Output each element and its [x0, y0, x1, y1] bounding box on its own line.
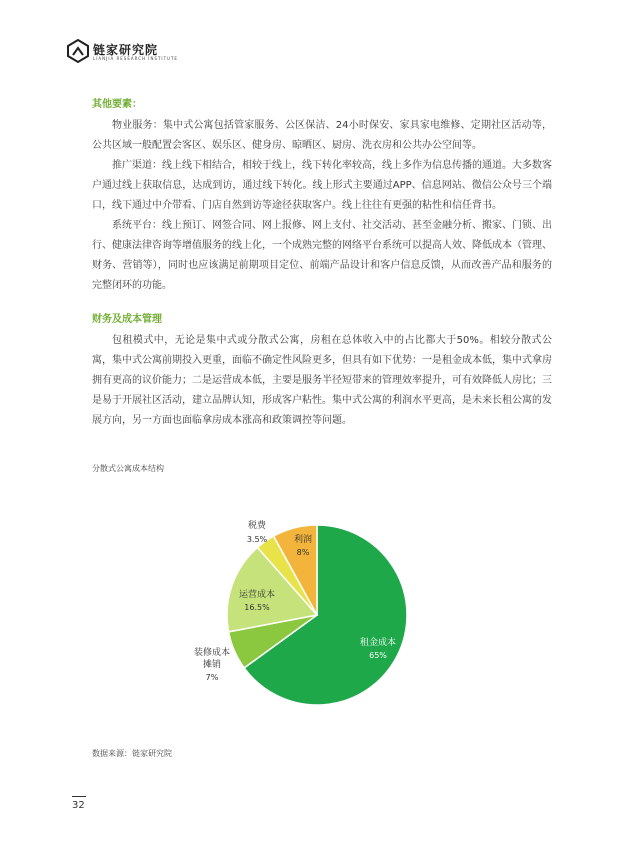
label-deco-value: 7% [205, 673, 219, 682]
page-number-rule [72, 796, 86, 797]
label-rent-value: 65% [369, 651, 387, 660]
label-deco-name-2: 摊销 [202, 660, 222, 670]
label-deco-name-1: 装修成本 [193, 648, 231, 658]
label-profit-value: 8% [296, 548, 310, 557]
data-source: 数据来源：链家研究院 [92, 749, 172, 758]
section-title-finance: 财务及成本管理 [92, 314, 162, 325]
main-content [92, 95, 552, 431]
label-ops-value: 16.5% [244, 603, 270, 612]
label-profit-name: 利润 [293, 535, 313, 545]
label-tax-value: 3.5% [246, 535, 268, 544]
paragraph-system-platform: 系统平台：线上预订、网签合同、网上报修、网上支付、社交活动、甚至金融分析、搬家、门锁、出行、健康法律咨询等增值服务的线上化，一个成熟完整的网络平台系统可以提高人效、降低成本（管理、财务、营销等），同时也应该满足前期项目定位、前端产品设计和客户信息反馈，从而改善产品和服务的完整闭环的功能。 [92, 220, 552, 291]
brand-name: 链家研究院 [93, 43, 159, 57]
paragraph-property-service: 物业服务：集中式公寓包括管家服务、公区保洁、24小时保安、家具家电维修、定期社区活动等，公共区域一般配置会客区、娱乐区、健身房、晾晒区、厨房、洗衣房和公共办公空间等。 [92, 120, 552, 151]
label-rent-name: 租金成本 [359, 638, 397, 648]
cost-structure-pie-chart [160, 505, 460, 725]
label-ops-name: 运营成本 [238, 590, 276, 600]
brand-logo [67, 39, 177, 67]
section-title-other: 其他要素： [92, 99, 142, 110]
page-number: 32 [72, 800, 85, 811]
logo-mark-icon [67, 39, 89, 63]
paragraph-promotion: 推广渠道：线上线下相结合，相较于线上，线下转化率较高，线上多作为信息传播的通道。大多数客户通过线上获取信息，达成到访，通过线下转化。线上形式主要通过APP、信息网站、微信公众号三个端口，线下通过中介带看、门店自然到访等途径获取客户。线上往往有更强的粘性和信任背书。 [92, 160, 552, 211]
label-tax-name: 税费 [247, 521, 267, 531]
brand-subtitle: LIANJIA RESEARCH INSTITUTE [93, 56, 178, 61]
paragraph-finance: 包租模式中，无论是集中式或分散式公寓，房租在总体收入中的占比都大于50%。相较分散式公寓，集中式公寓前期投入更重，面临不确定性风险更多，但具有如下优势：一是租金成本低，集中式拿房拥有更高的议价能力；二是运营成本低，主要是服务半径短带来的管理效率提升，可有效降低人房比；三是易于开展社区活动，建立品牌认知，形成客户粘性。集中式公寓的利润水平更高，是未来长租公寓的发展方向，另一方面也面临拿房成本涨高和政策调控等问题。 [92, 335, 552, 426]
chart-title: 分散式公寓成本结构 [92, 464, 164, 473]
